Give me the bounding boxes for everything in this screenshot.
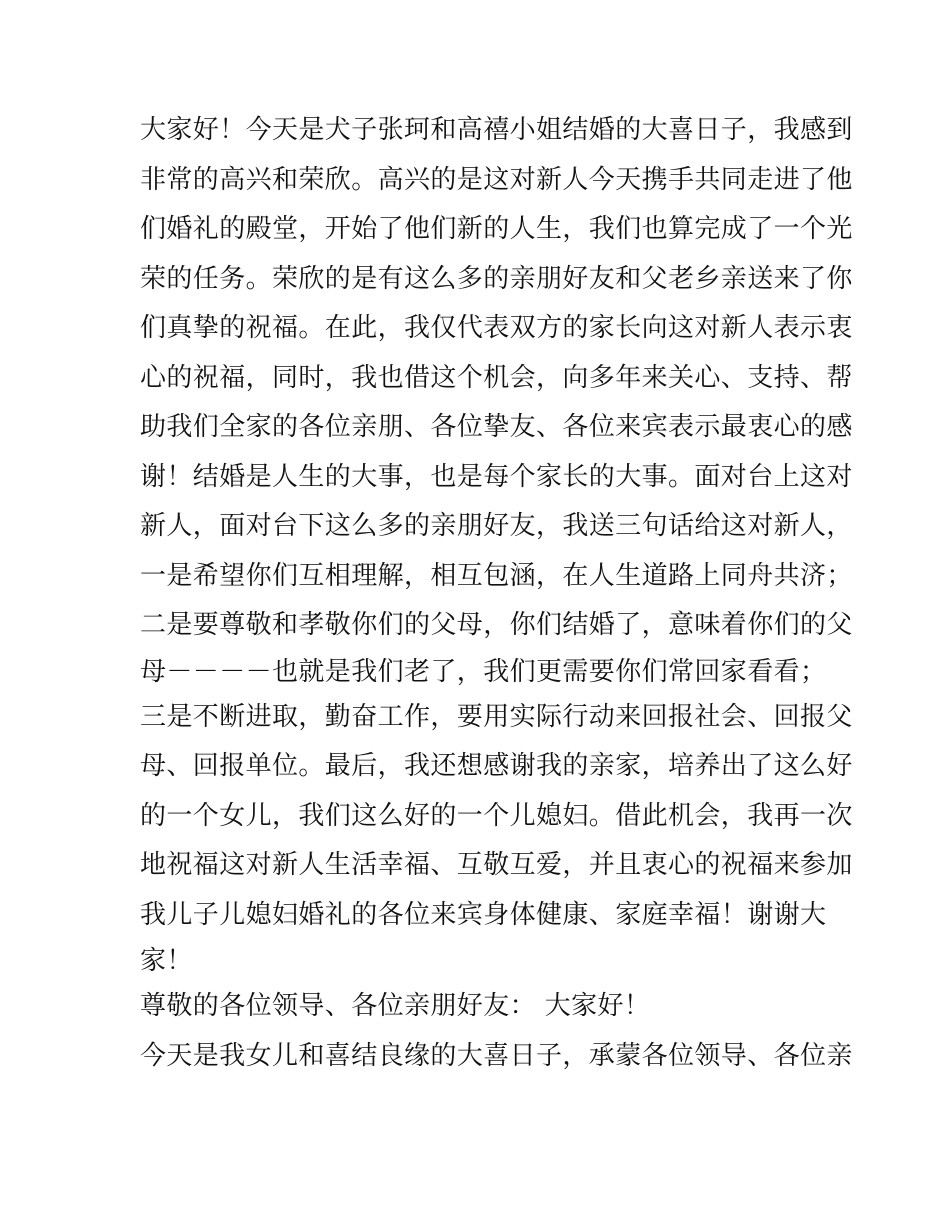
text-line: 地祝福这对新人生活幸福、互敬互爱，并且衷心的祝福来参加 (140, 850, 853, 880)
text-line: 的一个女儿，我们这么好的一个儿媳妇。借此机会，我再一次 (140, 800, 853, 831)
text-line: 荣的任务。荣欣的是有这么多的亲朋好友和父老乡亲送来了你 (140, 263, 853, 294)
speech-text (140, 106, 853, 1081)
text-line: 三是不断进取，勤奋工作，要用实际行动来回报社会、回报父 (140, 701, 853, 732)
text-line: 心的祝福，同时，我也借这个机会，向多年来关心、支持、帮 (140, 362, 853, 393)
text-line: 大家好！今天是犬子张珂和高禧小姐结婚的大喜日子，我感到 (140, 115, 853, 145)
text-line: 母－－－－也就是我们老了，我们更需要你们常回家看看； (140, 656, 827, 687)
text-line: 今天是我女儿和喜结良缘的大喜日子，承蒙各位领导、各位亲 (140, 1040, 853, 1071)
text-line: 非常的高兴和荣欣。高兴的是这对新人今天携手共同走进了他 (140, 164, 853, 195)
text-line: 助我们全家的各位亲朋、各位挚友、各位来宾表示最衷心的感 (140, 412, 853, 442)
text-line: 一是希望你们互相理解，相互包涵，在人生道路上同舟共济； (140, 560, 853, 591)
text-line: 们婚礼的殿堂，开始了他们新的人生，我们也算完成了一个光 (140, 214, 853, 244)
text-line: 二是要尊敬和孝敬你们的父母，你们结婚了，意味着你们的父 (140, 610, 853, 640)
text-line: 谢！结婚是人生的大事，也是每个家长的大事。面对台上这对 (140, 461, 853, 492)
text-line: 新人，面对台下这么多的亲朋好友，我送三句话给这对新人， (140, 511, 853, 541)
text-line: 母、回报单位。最后，我还想感谢我的亲家，培养出了这么好 (140, 751, 853, 781)
salutation-line: 尊敬的各位领导、各位亲朋好友： 大家好！ (140, 991, 651, 1021)
text-line: 们真挚的祝福。在此，我仅代表双方的家长向这对新人表示衷 (140, 313, 853, 343)
text-line: 家！ (140, 946, 193, 976)
text-line: 我儿子儿媳妇婚礼的各位来宾身体健康、家庭幸福！谢谢大 (140, 899, 827, 930)
